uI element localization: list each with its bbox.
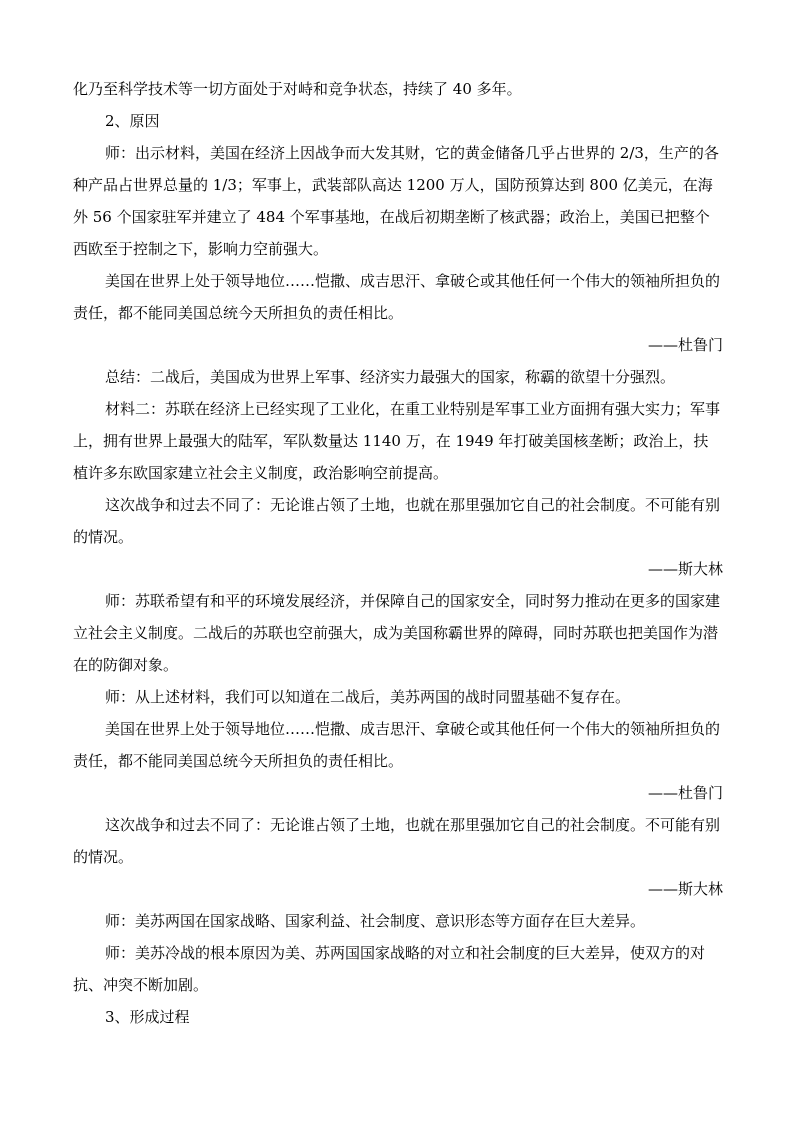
document-body	[73, 73, 723, 1033]
quote-attribution: ——斯大林	[647, 560, 723, 578]
paragraph: 师：从上述材料，我们可以知道在二战后，美苏两国的战时同盟基础不复存在。	[105, 688, 631, 706]
quote: 美国在世界上处于领导地位……恺撒、成吉思汗、拿破仑或其他任何一个伟大的领袖所担负的责任，都不能同美国总统今天所担负的责任相比。	[73, 720, 721, 770]
quote-attribution: ——杜鲁门	[647, 784, 723, 802]
paragraph: 总结：二战后，美国成为世界上军事、经济实力最强大的国家，称霸的欲望十分强烈。	[105, 368, 676, 386]
paragraph: 师：苏联希望有和平的环境发展经济，并保障自己的国家安全，同时努力推动在更多的国家建立社会主义制度。二战后的苏联也空前强大，成为美国称霸世界的障碍，同时苏联也把美国作为潜在的防御对象。	[73, 592, 721, 674]
quote: 这次战争和过去不同了：无论谁占领了土地，也就在那里强加它自己的社会制度。不可能有别的情况。	[73, 816, 721, 866]
paragraph: 材料二：苏联在经济上已经实现了工业化，在重工业特别是军事工业方面拥有强大实力；军事上，拥有世界上最强大的陆军，军队数量达 1140 万，在 1949 年打破美国核垄断；政治上，扶植许多东欧国家建立社会主义制度，政治影响空前提高。	[73, 400, 721, 482]
quote: 这次战争和过去不同了：无论谁占领了土地，也就在那里强加它自己的社会制度。不可能有别的情况。	[73, 496, 721, 546]
paragraph: 师：出示材料，美国在经济上因战争而大发其财，它的黄金储备几乎占世界的 2/3，生产的各种产品占世界总量的 1/3；军事上，武装部队高达 1200 万人，国防预算达到 800 亿美元，在海外 56 个国家驻军并建立了 484 个军事基地，在战后初期垄断了核武器；政治上，美国已把整个西欧至于控制之下，影响力空前强大。	[73, 144, 719, 258]
quote-attribution: ——斯大林	[647, 880, 723, 898]
paragraph: 师：美苏冷战的根本原因为美、苏两国国家战略的对立和社会制度的巨大差异，使双方的对抗、冲突不断加剧。	[73, 944, 706, 994]
quote-attribution: ——杜鲁门	[647, 336, 723, 354]
paragraph: 化乃至科学技术等一切方面处于对峙和竞争状态，持续了 40 多年。	[73, 80, 522, 98]
section-heading: 3、形成过程	[105, 1008, 190, 1026]
quote: 美国在世界上处于领导地位……恺撒、成吉思汗、拿破仑或其他任何一个伟大的领袖所担负的责任，都不能同美国总统今天所担负的责任相比。	[73, 272, 721, 322]
paragraph: 师：美苏两国在国家战略、国家利益、社会制度、意识形态等方面存在巨大差异。	[105, 912, 646, 930]
section-heading: 2、原因	[105, 112, 160, 130]
